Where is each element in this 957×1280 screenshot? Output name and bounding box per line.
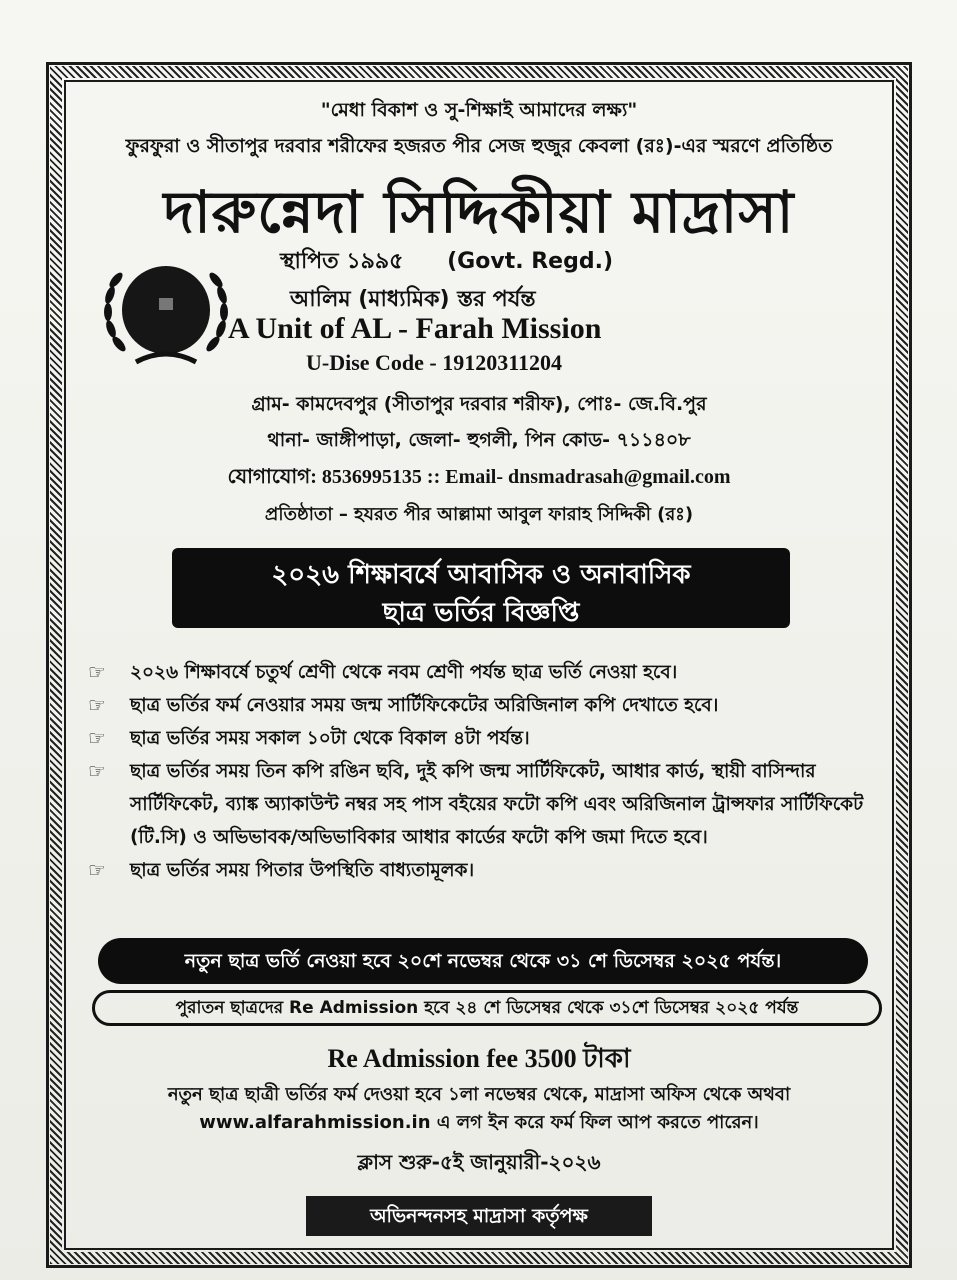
re-admission-dates: পুরাতন ছাত্রদের Re Admission হবে ২৪ শে ডিসেম্বর থেকে ৩১শে ডিসেম্বর ২০২৫ পর্যন্ত bbox=[92, 990, 882, 1026]
motto: "মেধা বিকাশ ও সু-শিক্ষাই আমাদের লক্ষ্য" bbox=[320, 99, 638, 121]
pointing-hand-icon: ☞ bbox=[88, 726, 106, 750]
education-level: আলিম (মাধ্যমিক) স্তর পর্যন্ত bbox=[290, 287, 536, 312]
admission-banner bbox=[172, 548, 790, 628]
pointing-hand-icon: ☞ bbox=[88, 660, 106, 684]
establishment-row bbox=[280, 244, 613, 281]
re-admission-fee: Re Admission fee 3500 টাকা bbox=[327, 1044, 631, 1073]
banner-line-1: ২০২৬ শিক্ষাবর্ষে আবাসিক ও অনাবাসিক bbox=[271, 560, 691, 590]
pointing-hand-icon: ☞ bbox=[88, 759, 106, 783]
address-line-1: গ্রাম- কামদেবপুর (সীতাপুর দরবার শরীফ), পোঃ- জে.বি.পুর bbox=[251, 393, 707, 415]
form-info-line-2: www.alfarahmission.in এ লগ ইন করে ফর্ম ফিল আপ করতে পারেন। bbox=[199, 1112, 759, 1133]
pointing-hand-icon: ☞ bbox=[88, 693, 106, 717]
udise-code: U-Dise Code - 19120311204 bbox=[306, 350, 563, 375]
list-item: ☞ ছাত্র ভর্তির সময় সকাল ১০টা থেকে বিকাল ৪টা পর্যন্ত। bbox=[88, 722, 888, 755]
page-title: দারুন্নেদা সিদ্দিকীয়া মাদ্রাসা bbox=[163, 178, 795, 246]
founder: প্রতিষ্ঠাতা – হযরত পীর আল্লামা আবুল ফারাহ সিদ্দিকী (রঃ) bbox=[264, 504, 694, 525]
form-info-line-1: নতুন ছাত্র ছাত্রী ভর্তির ফর্ম দেওয়া হবে ১লা নভেম্বর থেকে, মাদ্রাসা অফিস থেকে অথবা bbox=[167, 1084, 791, 1105]
established-year: স্থাপিত ১৯৯৫ bbox=[280, 249, 404, 274]
madrasa-emblem-icon bbox=[96, 250, 236, 370]
registration-status: (Govt. Regd.) bbox=[447, 249, 613, 274]
list-item: ☞ ছাত্র ভর্তির সময় তিন কপি রঙিন ছবি, দুই কপি জন্ম সার্টিফিকেট, আধার কার্ড, স্থায়ী বাসিন্দার সার্টিফিকেট, ব্যাঙ্ক অ্যাকাউন্ট নম্বর সহ পাস বইয়ের ফটো কপি এবং অরিজিনাল ট্রান্সফার সার্টিফিকেট (টি.সি) ও অভিভাবক/অভিভাবিকার আধার কার্ডের ফটো কপি জমা দিতে হবে। bbox=[88, 755, 888, 854]
footer-signature: অভিনন্দনসহ মাদ্রাসা কর্তৃপক্ষ bbox=[306, 1196, 652, 1236]
pointing-hand-icon: ☞ bbox=[88, 858, 106, 882]
list-item: ☞ ছাত্র ভর্তির ফর্ম নেওয়ার সময় জন্ম সার্টিফিকেটের অরিজিনাল কপি দেখাতে হবে। bbox=[88, 689, 888, 722]
address-line-2: থানা- জাঙ্গীপাড়া, জেলা- হুগলী, পিন কোড- ৭১১৪০৮ bbox=[267, 429, 691, 451]
class-start-date: ক্লাস শুরু-৫ই জানুয়ারী-২০২৬ bbox=[357, 1150, 601, 1174]
list-item: ☞ ছাত্র ভর্তির সময় পিতার উপস্থিতি বাধ্যতামূলক। bbox=[88, 854, 888, 887]
new-admission-dates: নতুন ছাত্র ভর্তি নেওয়া হবে ২০শে নভেম্বর থেকে ৩১ শে ডিসেম্বর ২০২৫ পর্যন্ত। bbox=[98, 938, 868, 984]
notice-list bbox=[88, 656, 888, 887]
list-item: ☞ ২০২৬ শিক্ষাবর্ষে চতুর্থ শ্রেণী থেকে নবম শ্রেণী পর্যন্ত ছাত্র ভর্তি নেওয়া হবে। bbox=[88, 656, 888, 689]
contact-info: যোগাযোগ: 8536995135 :: Email- dnsmadrasah@gmail.com bbox=[227, 466, 731, 488]
banner-line-2: ছাত্র ভর্তির বিজ্ঞপ্তি bbox=[382, 598, 580, 628]
mission-unit: A Unit of AL - Farah Mission bbox=[228, 312, 602, 345]
establishment-note: ফুরফুরা ও সীতাপুর দরবার শরীফের হজরত পীর সেজ হুজুর কেবলা (রঃ)-এর স্মরণে প্রতিষ্ঠিত bbox=[125, 135, 833, 157]
